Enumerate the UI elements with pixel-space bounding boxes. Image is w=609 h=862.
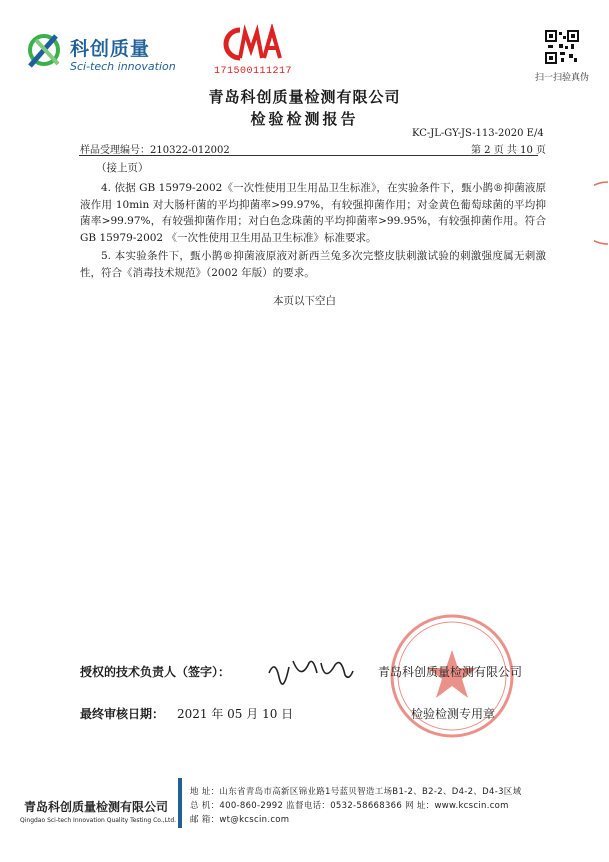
logo-name-en: Sci-tech innovation [70,60,176,73]
footer-email: 邮 箱：wt@kcscin.com [190,815,290,825]
verify-label: 扫一扫验真伪 [535,73,590,83]
continued-note: （接上页） [96,162,149,174]
company-title: 青岛科创质量检测有限公司 [208,88,401,106]
cma-number: 171500111217 [214,66,293,77]
cma-mark-icon [218,24,282,64]
seal-caption: 检验检测专用章 [411,707,496,721]
logo-name-cn: 科创质量 [70,38,151,60]
authorized-signatory-label: 授权的技术负责人（签字）： [80,665,231,679]
blank-below-note: 本页以下空白 [273,295,336,307]
page-indicator: 第 2 页 共 10 页 [471,145,546,156]
footer-accent-bar [178,778,182,828]
company-name-sign: 青岛科创质量检测有限公司 [378,665,523,679]
conclusion-item-4: 4. 依据 GB 15979-2002《一次性使用卫生用品卫生标准》，在实验条件下，甄小鹊®抑菌液原液作用 10min 对大肠杆菌的平均抑菌率>99.97%，有较强抑菌作用；对金黄色葡萄球菌的平均抑菌率>99.97%，有较强抑菌作用；对白色念珠菌的平均抑菌率>99.95%，有较强抑菌作用。符合 GB 15979-2002 《一次性使用卫生用品卫生标准》标准要求。 [80,182,546,244]
report-title: 检验检测报告 [250,110,359,128]
final-review-date-value: 2021 年 05 月 10 日 [177,707,294,721]
sample-number: 样品受理编号：210322-012002 [80,145,230,156]
footer-company-en: Qingdao Sci-tech Innovation Quality Testing Co.,Ltd. [20,817,177,824]
report-code: KC-JL-GY-JS-113-2020 E/4 [412,128,544,139]
header-divider [79,155,538,156]
footer-company-cn: 青岛科创质量检测有限公司 [24,800,169,814]
qr-code-icon[interactable] [545,30,579,64]
conclusion-item-5: 5. 本实验条件下，甄小鹊®抑菌液原液对新西兰兔多次完整皮肤刺激试验的刺激强度属无刺激性，符合《消毒技术规范》（2002 年版）的要求。 [80,250,546,279]
final-review-date-label: 最终审核日期： [80,707,165,721]
footer-contact: 总 机：400-860-2992 监督电话：0532-58668366 网 址：www.kcscin.com [190,801,509,811]
handwritten-signature-icon [265,653,355,687]
edge-seal-fragment-icon [594,180,609,246]
footer-address: 地 址：山东省青岛市高新区锦业路1号蓝贝智造工场B1-2、B2-2、D4-2、D4-3区域 [190,787,522,797]
